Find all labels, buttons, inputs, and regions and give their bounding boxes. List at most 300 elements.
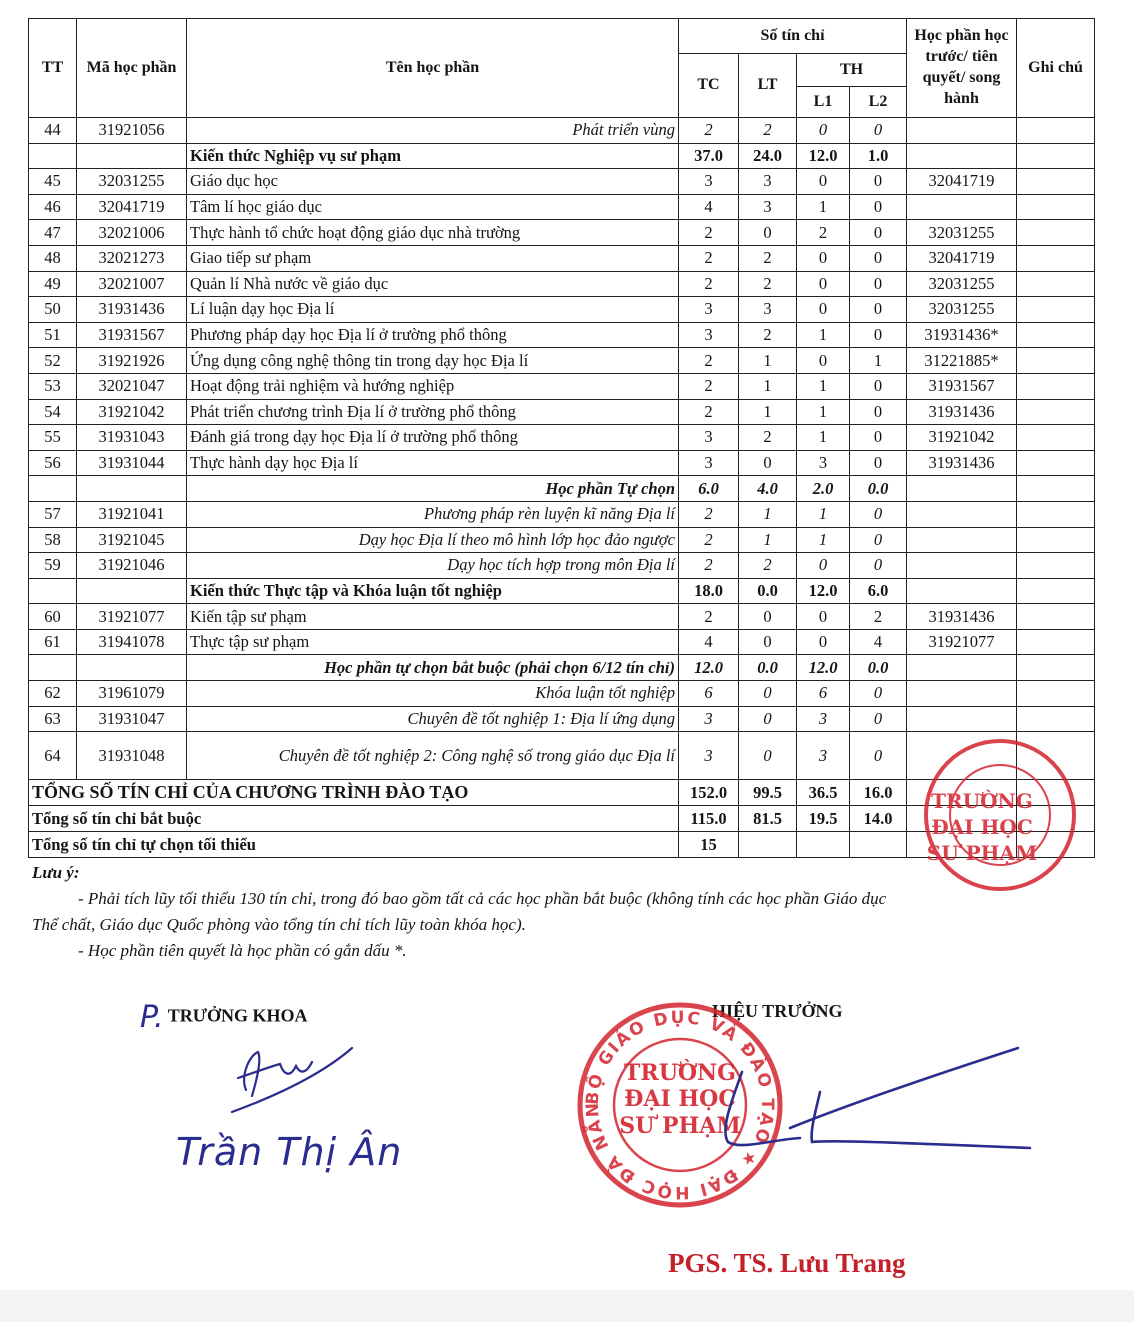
cell-l1: 12.0 [797, 143, 850, 169]
corner-stamp-line-2: ĐẠI HỌC [931, 815, 1033, 839]
course-name: Dạy học tích hợp trong môn Địa lí [187, 553, 679, 579]
cell-tc: 2 [679, 501, 739, 527]
cell-lt: 2 [739, 118, 797, 144]
cell-tt: 58 [29, 527, 77, 553]
cell-l1: 0 [797, 604, 850, 630]
table-row [29, 220, 1095, 246]
cell-code: 31921046 [77, 553, 187, 579]
dean-signature [232, 1048, 352, 1112]
dean-title [140, 1000, 308, 1035]
group-name: Học phần tự chọn bắt buộc (phải chọn 6/12 tín chỉ) [187, 655, 679, 681]
corner-stamp-line-3: SƯ PHẠM [926, 841, 1038, 865]
totals-rows [29, 780, 1095, 858]
cell-note [1017, 373, 1095, 399]
cell-note [1017, 271, 1095, 297]
cell-tt: 49 [29, 271, 77, 297]
cell-tc: 2 [679, 118, 739, 144]
cell-note [1017, 118, 1095, 144]
cell-l2: 0 [850, 450, 907, 476]
cell-lt: 2 [739, 271, 797, 297]
stamp-line-2: ĐẠI HỌC [624, 1086, 736, 1112]
cell-note [1017, 681, 1095, 707]
cell-tc: 2 [679, 245, 739, 271]
cell-l1 [797, 832, 850, 858]
stamp-ring-text: BỘ GIÁO DỤC VÀ ĐÀO TẠO ★ ĐẠI HỌC ĐÀ NẴN [582, 1007, 778, 1203]
cell-l1: 0 [797, 118, 850, 144]
cell-l1: 3 [797, 706, 850, 732]
cell-lt: 2 [739, 553, 797, 579]
header-th: TH [797, 54, 907, 87]
cell-tt: 55 [29, 425, 77, 451]
course-name: Thực hành dạy học Địa lí [187, 450, 679, 476]
cell-l1: 12.0 [797, 655, 850, 681]
cell-tc: 15 [679, 832, 739, 858]
cell-code: 31931567 [77, 322, 187, 348]
cell-code: 31921041 [77, 501, 187, 527]
cell-tc: 37.0 [679, 143, 739, 169]
cell-prereq [907, 806, 1017, 832]
header-tt: TT [29, 19, 77, 118]
course-name: Giao tiếp sư phạm [187, 245, 679, 271]
cell-l1: 0 [797, 348, 850, 374]
note-line-1a: - Phải tích lũy tối thiểu 130 tín chỉ, trong đó bao gồm tất cả các học phần bắt buộc (không tính các học phần Giáo dục [78, 889, 887, 908]
cell-l1: 3 [797, 732, 850, 780]
cell-code: 31931047 [77, 706, 187, 732]
cell-tt [29, 655, 77, 681]
course-name: Phương pháp dạy học Địa lí ở trường phổ thông [187, 322, 679, 348]
corner-stamp-line-1: TRƯỜNG [931, 789, 1033, 813]
note-line-2: - Học phần tiên quyết là học phần có gắn dấu *. [78, 941, 407, 960]
cell-l1: 0 [797, 297, 850, 323]
table-row [29, 681, 1095, 707]
cell-lt: 0 [739, 732, 797, 780]
header-l2: L2 [850, 87, 907, 118]
cell-lt [739, 832, 797, 858]
course-name: Khóa luận tốt nghiệp [187, 681, 679, 707]
cell-tt: 52 [29, 348, 77, 374]
cell-note [1017, 604, 1095, 630]
cell-lt: 0 [739, 629, 797, 655]
cell-l1: 1 [797, 399, 850, 425]
cell-l2: 0 [850, 706, 907, 732]
course-name: Thực hành tổ chức hoạt động giáo dục nhà trường [187, 220, 679, 246]
cell-lt: 24.0 [739, 143, 797, 169]
dean-prefix: P. [140, 1000, 164, 1035]
rector-signature [725, 1048, 1030, 1148]
cell-lt: 2 [739, 245, 797, 271]
cell-tt: 46 [29, 194, 77, 220]
totals-label: Tổng số tín chỉ tự chọn tối thiểu [29, 832, 679, 858]
cell-prereq [907, 780, 1017, 806]
course-name: Lí luận dạy học Địa lí [187, 297, 679, 323]
cell-code: 31921077 [77, 604, 187, 630]
cell-code: 32031255 [77, 169, 187, 195]
cell-note [1017, 780, 1095, 806]
table-row [29, 194, 1095, 220]
header-prereq: Học phần học trước/ tiên quyết/ song hành [907, 19, 1017, 118]
cell-tt: 50 [29, 297, 77, 323]
cell-note [1017, 655, 1095, 681]
cell-l2: 0.0 [850, 655, 907, 681]
cell-code: 32021007 [77, 271, 187, 297]
course-name: Thực tập sư phạm [187, 629, 679, 655]
cell-l1: 36.5 [797, 780, 850, 806]
course-name: Kiến tập sư phạm [187, 604, 679, 630]
cell-lt: 99.5 [739, 780, 797, 806]
cell-l2: 0 [850, 425, 907, 451]
cell-l2: 1.0 [850, 143, 907, 169]
cell-l2: 0 [850, 271, 907, 297]
cell-l1: 1 [797, 501, 850, 527]
header-tc: TC [679, 54, 739, 118]
cell-tt: 60 [29, 604, 77, 630]
cell-note [1017, 399, 1095, 425]
cell-l2: 0 [850, 681, 907, 707]
cell-tc: 3 [679, 169, 739, 195]
course-name: Phát triển chương trình Địa lí ở trường phổ thông [187, 399, 679, 425]
totals-row [29, 832, 1095, 858]
cell-l1: 6 [797, 681, 850, 707]
cell-l2: 0 [850, 297, 907, 323]
cell-tc: 3 [679, 297, 739, 323]
cell-prereq [907, 143, 1017, 169]
cell-l2: 2 [850, 604, 907, 630]
cell-l1: 0 [797, 169, 850, 195]
table-row [29, 348, 1095, 374]
cell-prereq [907, 476, 1017, 502]
course-name: Tâm lí học giáo dục [187, 194, 679, 220]
cell-prereq [907, 706, 1017, 732]
cell-tc: 18.0 [679, 578, 739, 604]
cell-l2: 0 [850, 245, 907, 271]
course-name: Chuyên đề tốt nghiệp 1: Địa lí ứng dụng [187, 706, 679, 732]
cell-code [77, 476, 187, 502]
cell-code [77, 143, 187, 169]
cell-lt: 1 [739, 348, 797, 374]
cell-prereq: 32031255 [907, 297, 1017, 323]
cell-prereq: 31931436 [907, 399, 1017, 425]
cell-lt: 0 [739, 450, 797, 476]
cell-lt: 2 [739, 322, 797, 348]
cell-tc: 2 [679, 373, 739, 399]
cell-lt: 0 [739, 681, 797, 707]
table-row [29, 501, 1095, 527]
cell-tc: 3 [679, 450, 739, 476]
cell-note [1017, 578, 1095, 604]
table-row [29, 629, 1095, 655]
notes-section [32, 860, 1112, 964]
totals-row [29, 806, 1095, 832]
cell-l1: 0 [797, 629, 850, 655]
course-name: Đánh giá trong dạy học Địa lí ở trường phổ thông [187, 425, 679, 451]
cell-tc: 115.0 [679, 806, 739, 832]
cell-code: 31931043 [77, 425, 187, 451]
cell-code: 31961079 [77, 681, 187, 707]
cell-lt: 3 [739, 297, 797, 323]
cell-code: 32021047 [77, 373, 187, 399]
cell-note [1017, 553, 1095, 579]
totals-label: TỔNG SỐ TÍN CHỈ CỦA CHƯƠNG TRÌNH ĐÀO TẠO [29, 780, 679, 806]
group-row [29, 578, 1095, 604]
header-credits: Số tín chỉ [679, 19, 907, 54]
cell-tc: 3 [679, 706, 739, 732]
table-row [29, 373, 1095, 399]
cell-prereq: 31931436 [907, 604, 1017, 630]
cell-tt: 54 [29, 399, 77, 425]
cell-lt: 2 [739, 425, 797, 451]
cell-prereq: 31221885* [907, 348, 1017, 374]
cell-prereq: 31921077 [907, 629, 1017, 655]
cell-tt: 64 [29, 732, 77, 780]
dean-title-text: TRƯỞNG KHOA [167, 1005, 308, 1026]
cell-note [1017, 425, 1095, 451]
table-row [29, 322, 1095, 348]
cell-code [77, 578, 187, 604]
cell-l1: 19.5 [797, 806, 850, 832]
cell-prereq [907, 681, 1017, 707]
cell-prereq [907, 194, 1017, 220]
cell-note [1017, 348, 1095, 374]
cell-prereq: 32041719 [907, 245, 1017, 271]
cell-lt: 81.5 [739, 806, 797, 832]
group-row [29, 476, 1095, 502]
group-row [29, 655, 1095, 681]
course-name: Quản lí Nhà nước về giáo dục [187, 271, 679, 297]
cell-tc: 3 [679, 732, 739, 780]
cell-l2: 0 [850, 501, 907, 527]
cell-tc: 4 [679, 629, 739, 655]
page-bottom-shade [0, 1290, 1134, 1322]
cell-tt: 59 [29, 553, 77, 579]
cell-tc: 6.0 [679, 476, 739, 502]
cell-l1: 0 [797, 553, 850, 579]
cell-prereq: 32041719 [907, 169, 1017, 195]
cell-l1: 1 [797, 322, 850, 348]
cell-code: 32021273 [77, 245, 187, 271]
table-row [29, 297, 1095, 323]
cell-l2: 0 [850, 373, 907, 399]
course-name: Phương pháp rèn luyện kĩ năng Địa lí [187, 501, 679, 527]
group-name: Học phần Tự chọn [187, 476, 679, 502]
course-name: Phát triển vùng [187, 118, 679, 144]
cell-l2: 0 [850, 399, 907, 425]
totals-row [29, 780, 1095, 806]
cell-prereq [907, 118, 1017, 144]
cell-tt: 57 [29, 501, 77, 527]
cell-prereq [907, 655, 1017, 681]
cell-code: 31921056 [77, 118, 187, 144]
cell-tt: 47 [29, 220, 77, 246]
cell-note [1017, 220, 1095, 246]
course-name: Giáo dục học [187, 169, 679, 195]
cell-l2: 0 [850, 220, 907, 246]
cell-code: 31931044 [77, 450, 187, 476]
course-name: Hoạt động trải nghiệm và hướng nghiệp [187, 373, 679, 399]
cell-l1: 3 [797, 450, 850, 476]
cell-prereq [907, 553, 1017, 579]
stamp-line-3: SƯ PHẠM [619, 1113, 741, 1139]
table-row [29, 527, 1095, 553]
cell-prereq [907, 578, 1017, 604]
cell-code: 31931048 [77, 732, 187, 780]
group-row [29, 143, 1095, 169]
cell-tt [29, 476, 77, 502]
cell-tt: 56 [29, 450, 77, 476]
cell-tt: 53 [29, 373, 77, 399]
cell-lt: 1 [739, 373, 797, 399]
cell-prereq: 31931567 [907, 373, 1017, 399]
course-name: Chuyên đề tốt nghiệp 2: Công nghệ số trong giáo dục Địa lí [187, 732, 679, 780]
header-lt: LT [739, 54, 797, 118]
cell-l2: 6.0 [850, 578, 907, 604]
cell-note [1017, 245, 1095, 271]
table-row [29, 706, 1095, 732]
cell-lt: 3 [739, 169, 797, 195]
cell-lt: 0.0 [739, 655, 797, 681]
cell-tc: 2 [679, 553, 739, 579]
cell-note [1017, 169, 1095, 195]
table-row [29, 118, 1095, 144]
table-row [29, 450, 1095, 476]
cell-prereq [907, 832, 1017, 858]
note-line-1b: Thể chất, Giáo dục Quốc phòng vào tổng tín chỉ tích lũy toàn khóa học). [32, 915, 526, 934]
cell-tc: 2 [679, 348, 739, 374]
cell-code [77, 655, 187, 681]
table-row [29, 425, 1095, 451]
cell-l2: 0 [850, 527, 907, 553]
cell-l2: 0 [850, 194, 907, 220]
cell-note [1017, 143, 1095, 169]
cell-lt: 1 [739, 527, 797, 553]
cell-prereq [907, 527, 1017, 553]
cell-lt: 1 [739, 399, 797, 425]
cell-tt [29, 578, 77, 604]
table-row [29, 604, 1095, 630]
cell-lt: 3 [739, 194, 797, 220]
dean-handwritten-name: Trần Thị Ân [176, 1130, 403, 1174]
cell-tc: 152.0 [679, 780, 739, 806]
cell-prereq [907, 501, 1017, 527]
cell-l2: 0 [850, 118, 907, 144]
cell-note [1017, 806, 1095, 832]
cell-note [1017, 501, 1095, 527]
header-note: Ghi chú [1017, 19, 1095, 118]
table-row [29, 553, 1095, 579]
cell-tc: 2 [679, 220, 739, 246]
cell-l1: 12.0 [797, 578, 850, 604]
cell-code: 31921926 [77, 348, 187, 374]
rector-name: PGS. TS. Lưu Trang [668, 1248, 906, 1278]
cell-tc: 6 [679, 681, 739, 707]
cell-prereq [907, 732, 1017, 780]
cell-tt: 63 [29, 706, 77, 732]
cell-code: 31941078 [77, 629, 187, 655]
cell-note [1017, 832, 1095, 858]
table-row [29, 245, 1095, 271]
cell-l2: 14.0 [850, 806, 907, 832]
cell-tc: 2 [679, 271, 739, 297]
cell-l2: 0 [850, 732, 907, 780]
header-name: Tên học phần [187, 19, 679, 118]
cell-lt: 0 [739, 220, 797, 246]
group-name: Kiến thức Thực tập và Khóa luận tốt nghiệp [187, 578, 679, 604]
cell-prereq: 31931436* [907, 322, 1017, 348]
cell-l2: 1 [850, 348, 907, 374]
group-name: Kiến thức Nghiệp vụ sư phạm [187, 143, 679, 169]
cell-l1: 1 [797, 425, 850, 451]
cell-tt: 62 [29, 681, 77, 707]
cell-note [1017, 476, 1095, 502]
cell-note [1017, 706, 1095, 732]
cell-lt: 0 [739, 706, 797, 732]
cell-tc: 12.0 [679, 655, 739, 681]
cell-lt: 4.0 [739, 476, 797, 502]
cell-note [1017, 194, 1095, 220]
cell-tt: 61 [29, 629, 77, 655]
cell-l2: 0 [850, 553, 907, 579]
cell-l1: 1 [797, 373, 850, 399]
cell-prereq: 32031255 [907, 220, 1017, 246]
cell-prereq: 31931436 [907, 450, 1017, 476]
cell-l1: 0 [797, 271, 850, 297]
cell-l2: 0 [850, 169, 907, 195]
table-row [29, 399, 1095, 425]
cell-tc: 2 [679, 527, 739, 553]
course-name: Dạy học Địa lí theo mô hình lớp học đảo ngược [187, 527, 679, 553]
table-row [29, 271, 1095, 297]
cell-code: 32041719 [77, 194, 187, 220]
cell-l1: 1 [797, 527, 850, 553]
totals-label: Tổng số tín chỉ bắt buộc [29, 806, 679, 832]
curriculum-table [28, 18, 1095, 858]
cell-lt: 0.0 [739, 578, 797, 604]
cell-note [1017, 450, 1095, 476]
header-l1: L1 [797, 87, 850, 118]
cell-tt [29, 143, 77, 169]
cell-code: 31921045 [77, 527, 187, 553]
cell-tc: 4 [679, 194, 739, 220]
stamp-line-1: TRƯỜNG [624, 1060, 736, 1086]
notes-title: Lưu ý: [32, 863, 80, 882]
cell-tt: 44 [29, 118, 77, 144]
course-name: Ứng dụng công nghệ thông tin trong dạy học Địa lí [187, 348, 679, 374]
cell-l2: 16.0 [850, 780, 907, 806]
cell-code: 31921042 [77, 399, 187, 425]
rector-title: HIỆU TRƯỞNG [712, 1001, 843, 1021]
cell-l2 [850, 832, 907, 858]
cell-tt: 48 [29, 245, 77, 271]
cell-tt: 45 [29, 169, 77, 195]
cell-l1: 0 [797, 245, 850, 271]
cell-tc: 2 [679, 604, 739, 630]
cell-l1: 2 [797, 220, 850, 246]
header-code: Mã học phần [77, 19, 187, 118]
curriculum-rows [29, 118, 1095, 780]
cell-l2: 4 [850, 629, 907, 655]
cell-prereq: 32031255 [907, 271, 1017, 297]
table-row [29, 169, 1095, 195]
table-row [29, 732, 1095, 780]
cell-tc: 3 [679, 425, 739, 451]
cell-note [1017, 629, 1095, 655]
cell-note [1017, 297, 1095, 323]
cell-tc: 3 [679, 322, 739, 348]
cell-lt: 0 [739, 604, 797, 630]
cell-l2: 0.0 [850, 476, 907, 502]
cell-code: 32021006 [77, 220, 187, 246]
cell-tc: 2 [679, 399, 739, 425]
cell-lt: 1 [739, 501, 797, 527]
